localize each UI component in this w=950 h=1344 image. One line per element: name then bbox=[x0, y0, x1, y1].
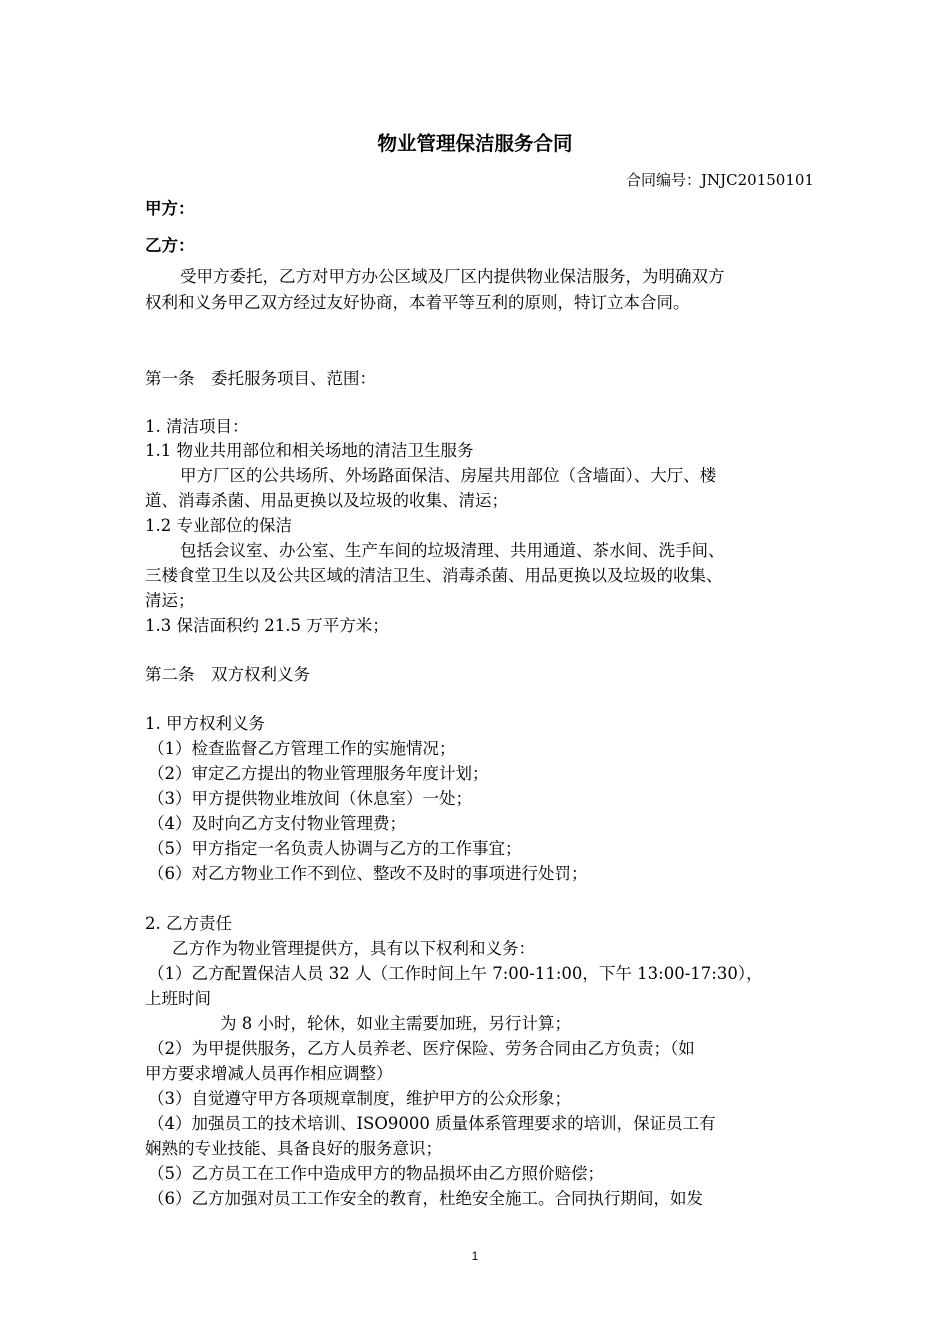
intro-line: 权利和义务甲乙双方经过友好协商，本着平等互利的原则，特订立本合同。 bbox=[145, 293, 690, 312]
party-b-duty: （5）乙方员工在工作中造成甲方的物品损坏由乙方照价赔偿； bbox=[148, 1164, 604, 1183]
intro-line: 受甲方委托，乙方对甲方办公区域及厂区内提供物业保洁服务，为明确双方 bbox=[180, 267, 725, 286]
clause-text: 甲方厂区的公共场所、外场路面保洁、房屋共用部位（含墙面）、大厅、楼 bbox=[180, 466, 717, 485]
party-b-duty: （6）乙方加强对员工工作安全的教育，杜绝安全施工。合同执行期间，如发 bbox=[148, 1189, 703, 1208]
party-a-duty: （1）检查监督乙方管理工作的实施情况； bbox=[148, 739, 456, 758]
party-b-duty: 娴熟的专业技能、具备良好的服务意识； bbox=[145, 1139, 442, 1158]
party-a-label: 甲方： bbox=[145, 199, 195, 218]
party-b-intro: 乙方作为物业管理提供方，具有以下权利和义务： bbox=[172, 939, 535, 958]
party-a-duty: （3）甲方提供物业堆放间（休息室）一处； bbox=[148, 789, 472, 808]
party-b-duties-title: 2. 乙方责任 bbox=[145, 914, 232, 933]
party-b-duty: （1）乙方配置保洁人员 32 人（工作时间上午 7:00-11:00，下午 13:00-17:30）， bbox=[148, 964, 763, 983]
article2-heading: 第二条 双方权利义务 bbox=[145, 665, 310, 684]
party-a-duties-title: 1. 甲方权利义务 bbox=[145, 714, 265, 733]
party-b-duty: 为 8 小时，轮休，如业主需要加班，另行计算； bbox=[220, 1014, 571, 1033]
clause-text: 清运； bbox=[145, 591, 195, 610]
party-b-duty: （4）加强员工的技术培训、ISO9000 质量体系管理要求的培训，保证员工有 bbox=[148, 1114, 716, 1133]
clause-text: 包括会议室、办公室、生产车间的垃圾清理、共用通道、茶水间、洗手间、 bbox=[180, 541, 725, 560]
party-a-duty: （5）甲方指定一名负责人协调与乙方的工作事宜； bbox=[148, 839, 522, 858]
clause-text: 三楼食堂卫生以及公共区域的清洁卫生、消毒杀菌、用品更换以及垃圾的收集、 bbox=[145, 566, 723, 585]
page-number: 1 bbox=[471, 1249, 479, 1263]
article1-heading: 第一条 委托服务项目、范围： bbox=[145, 369, 376, 388]
document-title: 物业管理保洁服务合同 bbox=[377, 132, 573, 155]
party-b-label: 乙方： bbox=[145, 236, 195, 255]
party-a-duty: （4）及时向乙方支付物业管理费； bbox=[148, 814, 406, 833]
party-b-duty: 甲方要求增减人员再作相应调整） bbox=[145, 1064, 393, 1083]
party-a-duty: （6）对乙方物业工作不到位、整改不及时的事项进行处罚； bbox=[148, 864, 588, 883]
contract-number: 合同编号：JNJC20150101 bbox=[626, 171, 814, 189]
clause-1: 1. 清洁项目： bbox=[145, 417, 249, 436]
clause-1-2: 1.2 专业部位的保洁 bbox=[145, 516, 292, 535]
clause-1-1: 1.1 物业共用部位和相关场地的清洁卫生服务 bbox=[145, 441, 474, 460]
party-b-duty: （2）为甲提供服务，乙方人员养老、医疗保险、劳务合同由乙方负责；（如 bbox=[148, 1039, 695, 1058]
party-a-duty: （2）审定乙方提出的物业管理服务年度计划； bbox=[148, 764, 489, 783]
party-b-duty: （3）自觉遵守甲方各项规章制度，维护甲方的公众形象； bbox=[148, 1089, 571, 1108]
clause-text: 道、消毒杀菌、用品更换以及垃圾的收集、清运； bbox=[145, 491, 508, 510]
clause-1-3: 1.3 保洁面积约 21.5 万平方米； bbox=[145, 616, 389, 635]
party-b-duty: 上班时间 bbox=[145, 989, 211, 1008]
